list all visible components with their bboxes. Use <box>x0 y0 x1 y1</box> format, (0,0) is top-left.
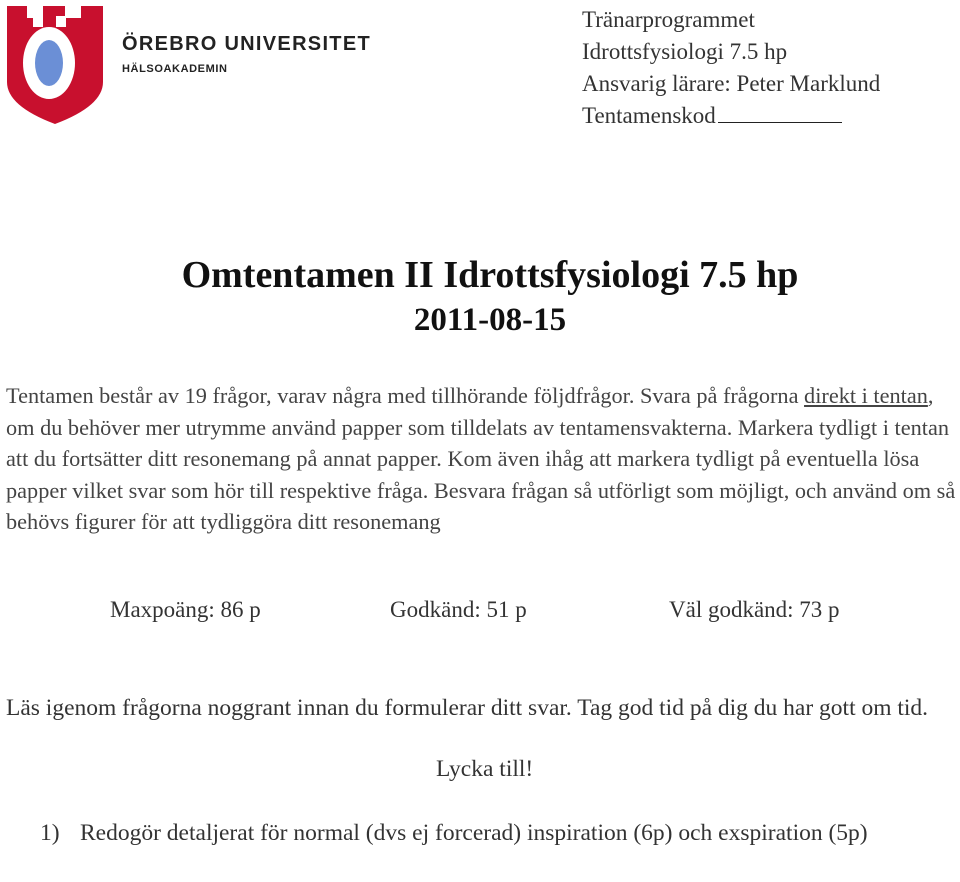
question-text: Redogör detaljerat för normal (dvs ej forcerad) inspiration (6p) och exspiration (5p) <box>80 820 868 846</box>
instructions-paragraph <box>6 380 960 538</box>
course-info <box>582 4 880 132</box>
good-luck-text: Lycka till! <box>436 756 534 782</box>
course-name: Idrottsfysiologi 7.5 hp <box>582 39 788 64</box>
department-name: HÄLSOAKADEMIN <box>122 63 228 75</box>
read-carefully-note: Läs igenom frågorna noggrant innan du formulerar ditt svar. Tag god tid på dig du har gott om tid. <box>6 695 929 721</box>
instructions-underlined: direkt i tentan <box>804 383 928 408</box>
shield-logo-icon <box>0 0 110 128</box>
pass-points: Godkänd: 51 p <box>390 597 527 622</box>
exam-code-label: Tentamenskod <box>582 103 716 128</box>
instructions-text-2: , om du behöver mer utrymme använd papper som tilldelats av tentamensvakterna. Markera tydligt i tentan att du fortsätter ditt resonemang på annat papper. Kom även ihåg att markera tydligt på eventuella lösa papper vilket svar som hör till respektive fråga. Besvara frågan så utförligt som möjligt, och använd om så behövs figurer för att tydliggöra ditt resonemang <box>6 383 956 535</box>
exam-code-row <box>582 100 880 132</box>
question-item <box>40 817 955 849</box>
exam-code-blank <box>718 101 842 123</box>
max-points: Maxpoäng: 86 p <box>110 597 261 622</box>
exam-date: 2011-08-15 <box>413 302 567 338</box>
responsible-teacher: Ansvarig lärare: Peter Marklund <box>582 71 881 96</box>
program-name: Tränarprogrammet <box>582 7 755 32</box>
instructions-text-1: Tentamen består av 19 frågor, varav några med tillhörande följdfrågor. Svara på frågorna <box>6 383 805 408</box>
distinction-points: Väl godkänd: 73 p <box>669 597 840 622</box>
university-logo <box>0 0 370 128</box>
university-name: ÖREBRO UNIVERSITET <box>122 33 371 55</box>
question-number: 1) <box>40 820 60 846</box>
exam-title: Omtentamen II Idrottsfysiologi 7.5 hp <box>181 254 799 296</box>
